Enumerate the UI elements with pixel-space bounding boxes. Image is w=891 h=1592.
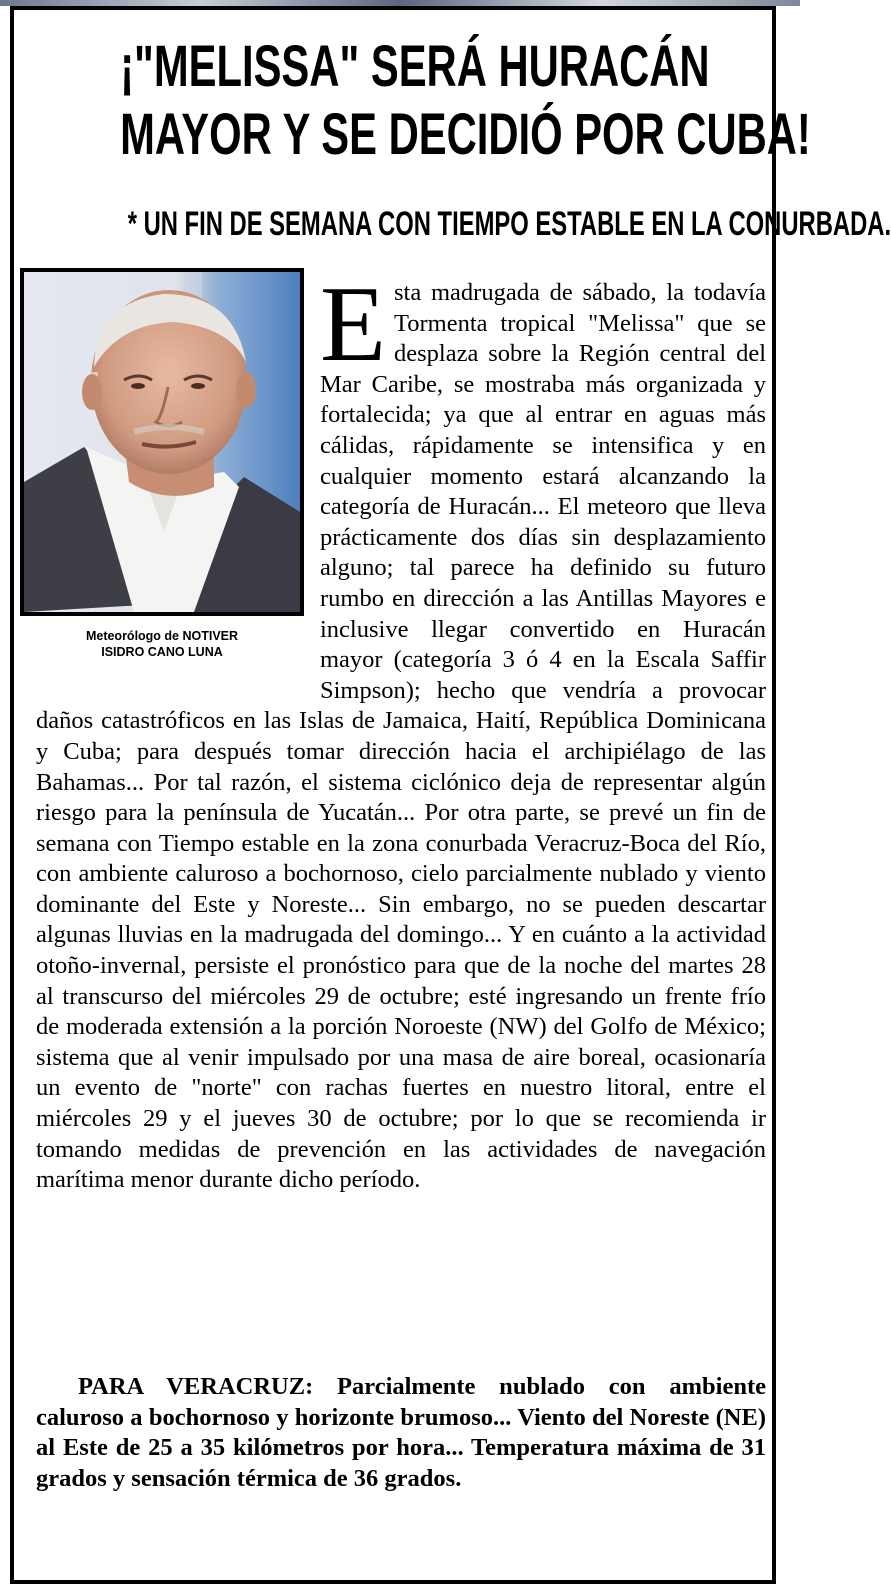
article-body (36, 265, 766, 1196)
drop-cap: E (320, 265, 386, 384)
caption-line-1: Meteorólogo de NOTIVER (85, 629, 239, 643)
veracruz-forecast: PARA VERACRUZ: Parcialmente nublado con ambiente caluroso a bochornoso y horizonte brumoso... Viento del Noreste (NE) al Este de 25 a 35 kilómetros por hora... Temperatura máxima de 31 grados y sensación térmica de 36 grados. (36, 1373, 766, 1492)
headline-line-1: ¡"MELISSA" SERÁ HURACÁN (120, 34, 710, 99)
article-frame (10, 6, 891, 1584)
subheadline: * UN FIN DE SEMANA CON TIEMPO ESTABLE EN LA CONURBADA. (127, 205, 891, 243)
caption-line-2: ISIDRO CANO LUNA (101, 645, 223, 659)
article-text: sta madrugada de sábado, la todavía Tormenta tropical "Melissa" que se desplaza sobre la Región central del Mar Caribe, se mostraba más organizada y fortalecida; ya que al entrar en aguas más cálidas, rápidamente se intensifica y en cualquier momento estará alcanzando la categoría de Huracán... El meteoro que lleva prácticamente dos días sin desplazamiento alguno; tal parece ha definido su futuro rumbo en dirección a las Antillas Mayores e inclusive llegar convertido en Huracán mayor (categoría 3 ó 4 en la Escala Saffir Simpson); hecho que vendría a provocar daños catastróficos en las Islas de Jamaica, Haití, República Dominicana y Cuba; para después tomar dirección hacia el archipiélago de las Bahamas... Por tal razón, el sistema ciclónico deja de representar algún riesgo para la península de Yucatán... Por otra parte, se prevé un fin de semana con Tiempo estable en la zona conurbada Veracruz-Boca del Río, con ambiente caluroso a bochornoso, cielo parcialmente nublado y viento dominante del Este y Noreste... Sin embargo, no se pueden descartar algunas lluvias en la madrugada del domingo... Y en cuánto a la actividad otoño-invernal, persiste el pronóstico para que de la noche del martes 28 al transcurso del miércoles 29 de octubre; esté ingresando un frente frío de moderada extensión a la porción Noroeste (NW) del Golfo de México; sistema que al venir impulsado por una masa de aire boreal, ocasionaría un evento de "norte" con rachas fuertes en nuestro litoral, entre el miércoles 29 y el jueves 30 de octubre; por lo que se recomienda ir tomando medidas de prevención en las actividades de navegación marítima menor durante dicho período. (36, 279, 766, 1194)
photo-spacer (36, 278, 320, 698)
headline-line-2: MAYOR Y SE DECIDIÓ POR CUBA! (120, 102, 811, 167)
